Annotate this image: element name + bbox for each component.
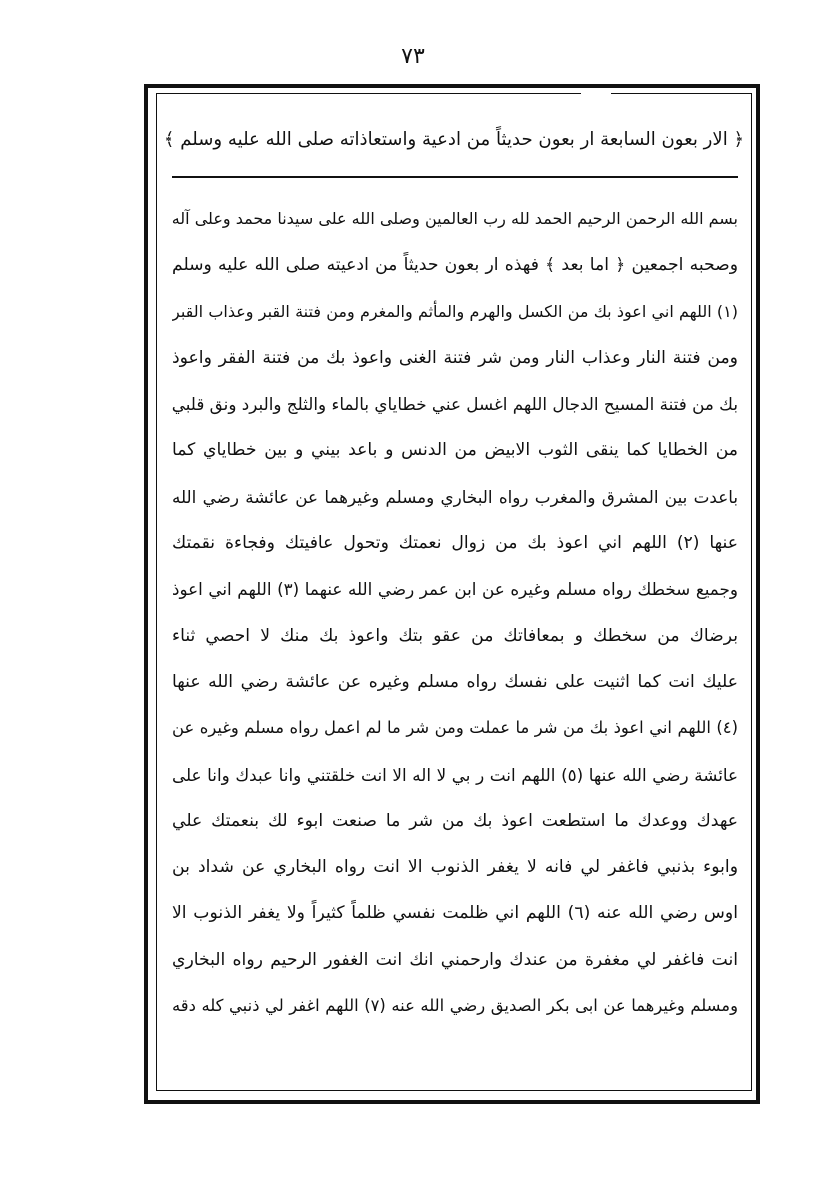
text-line: عهدك ووعدك ما استطعت اعوذ بك من شر ما صنعت ابوء لك بنعمتك علي [172,810,738,831]
text-line: ومن فتنة النار وعذاب النار ومن شر فتنة الغنى واعوذ بك من فتنة الفقر واعوذ [172,347,738,368]
text-line: اوس رضي الله عنه (٦) اللهم اني ظلمت نفسي ظلماً كثيراً ولا يغفر الذنوب الا [172,903,738,924]
text-line: من الخطايا كما ينقى الثوب الابيض من الدنس و باعد بيني و بين خطاياي كما [172,440,738,461]
text-line: (١) اللهم اني اعوذ بك من الكسل والهرم والمأثم والمغرم ومن فتنة القبر وعذاب القبر [172,301,738,321]
text-line: (٤) اللهم اني اعوذ بك من شر ما عملت ومن شر ما لم اعمل رواه مسلم وغيره عن [172,718,738,738]
text-line: عائشة رضي الله عنها (٥) اللهم انت ر بي لا اله الا انت خلقتني وانا عبدك وانا على [172,764,738,785]
page-number: ٧٣ [401,44,425,69]
chapter-heading: ﴿ الار بعون السابعة ار بعون حديثاً من ادعية واستعاذاته صلى الله عليه وسلم ﴾ [163,129,745,150]
body-text [172,196,738,1029]
text-line: بسم الله الرحمن الرحيم الحمد لله رب العالمين وصلى الله على سيدنا محمد وعلى آله [172,209,738,228]
text-line: وجميع سخطك رواه مسلم وغيره عن ابن عمر رضي الله عنهما (٣) اللهم اني اعوذ [172,579,738,600]
text-line: وصحبه اجمعين ﴿ اما بعد ﴾ فهذه ار بعون حديثاً من ادعيته صلى الله عليه وسلم [172,255,738,276]
frame-gap [581,93,611,96]
text-line: عليك انت كما اثنيت على نفسك رواه مسلم وغيره عن عائشة رضي الله عنها [172,671,738,692]
text-line: باعدت بين المشرق والمغرب رواه البخاري ومسلم وغيرهما عن عائشة رضي الله [172,486,738,507]
text-line: عنها (٢) اللهم اني اعوذ بك من زوال نعمتك وتحول عافيتك وفجاءة نقمتك [172,533,738,554]
text-line: بك من فتنة المسيح الدجال اللهم اغسل عني خطاياي بالماء والثلج والبرد ونق قلبي [172,394,738,415]
heading-divider [172,176,738,178]
text-line: وابوء بذنبي فاغفر لي فانه لا يغفر الذنوب الا انت رواه البخاري عن شداد بن [172,857,738,878]
text-line: برضاك من سخطك و بمعافاتك من عقو بتك واعوذ بك منك لا احصي ثناء [172,625,738,646]
text-line: ومسلم وغيرهما عن ابى بكر الصديق رضي الله عنه (٧) اللهم اغفر لي ذنبي كله دقه [172,996,738,1016]
text-line: انت فاغفر لي مغفرة من عندك وارحمني انك انت الغفور الرحيم رواه البخاري [172,949,738,970]
